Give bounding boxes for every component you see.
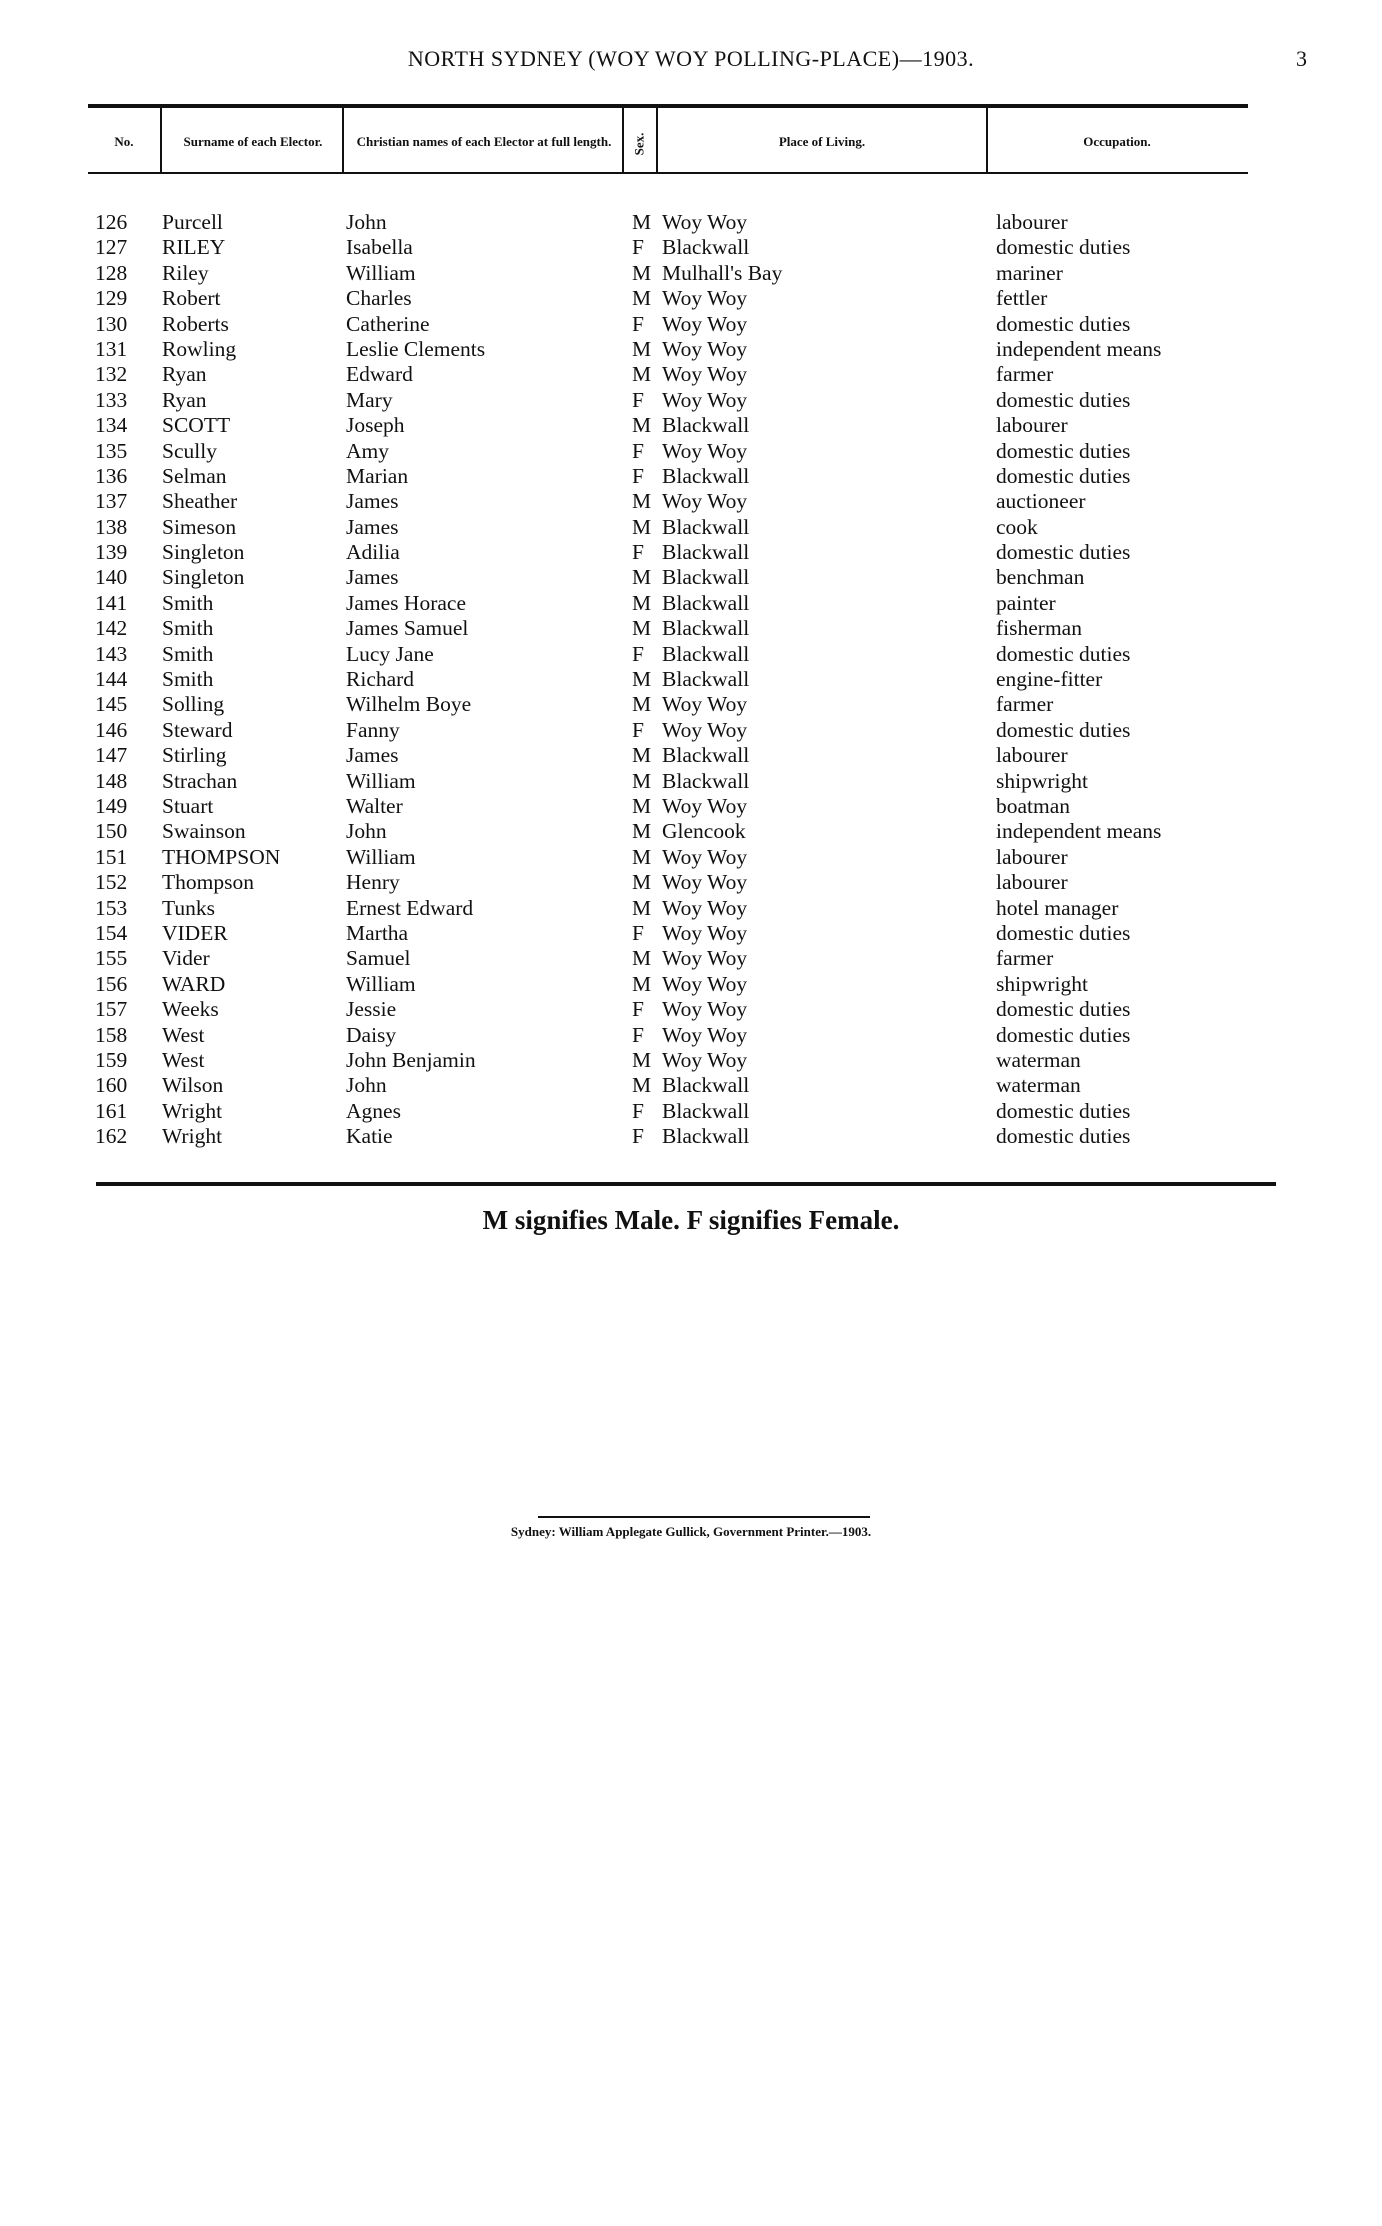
elector-surname: Scully [162, 438, 217, 463]
header-bottom-rule [88, 172, 1248, 174]
elector-surname: Steward [162, 717, 233, 742]
elector-place: Blackwall [662, 641, 750, 666]
elector-surname: Wilson [162, 1073, 224, 1098]
elector-surname: Tunks [162, 895, 215, 920]
elector-surname: Wright [162, 1124, 223, 1149]
elector-sex: M [632, 210, 652, 234]
elector-place: Woy Woy [662, 1047, 748, 1072]
table-row [0, 769, 1382, 794]
elector-no: 153 [95, 895, 128, 920]
elector-christian-names: Martha [346, 920, 409, 945]
elector-no: 156 [95, 971, 128, 996]
elector-surname: Solling [162, 692, 225, 717]
column-header-christian: Christian names of each Elector at full length. [356, 134, 612, 149]
elector-occupation: labourer [996, 210, 1068, 234]
elector-place: Woy Woy [662, 793, 748, 818]
table-row [0, 235, 1382, 260]
elector-surname: Stirling [162, 743, 227, 768]
elector-no: 135 [95, 438, 128, 463]
table-bottom-rule [96, 1182, 1276, 1186]
elector-christian-names: Jessie [346, 997, 397, 1022]
elector-christian-names: William [346, 260, 416, 285]
elector-no: 155 [95, 946, 128, 971]
column-header-sex: Sex. [631, 132, 646, 156]
elector-place: Blackwall [662, 565, 750, 590]
elector-no: 162 [95, 1124, 128, 1149]
elector-sex: F [632, 1022, 644, 1047]
elector-sex: M [632, 336, 652, 361]
elector-no: 154 [95, 920, 128, 945]
elector-sex: M [632, 590, 652, 615]
elector-sex: M [632, 1047, 652, 1072]
elector-occupation: boatman [996, 793, 1071, 818]
elector-sex: M [632, 895, 652, 920]
elector-christian-names: Marian [346, 463, 409, 488]
elector-surname: SCOTT [162, 413, 231, 438]
elector-sex: M [632, 413, 652, 438]
elector-surname: Weeks [162, 997, 219, 1022]
table-row [0, 515, 1382, 540]
elector-sex: M [632, 362, 652, 387]
elector-sex: M [632, 819, 652, 844]
elector-sex: F [632, 997, 644, 1022]
elector-christian-names: Leslie Clements [346, 336, 486, 361]
elector-surname: VIDER [162, 920, 228, 945]
elector-place: Woy Woy [662, 920, 748, 945]
elector-surname: Singleton [162, 540, 245, 565]
elector-sex: M [632, 870, 652, 895]
elector-christian-names: William [346, 768, 416, 793]
elector-no: 143 [95, 641, 128, 666]
elector-christian-names: Isabella [346, 235, 413, 260]
elector-occupation: auctioneer [996, 489, 1086, 514]
elector-sex: M [632, 260, 652, 285]
elector-occupation: domestic duties [996, 997, 1131, 1022]
elector-sex: M [632, 946, 652, 971]
elector-occupation: mariner [996, 260, 1063, 285]
elector-surname: Smith [162, 590, 214, 615]
elector-place: Blackwall [662, 590, 750, 615]
elector-place: Woy Woy [662, 844, 748, 869]
elector-occupation: farmer [996, 946, 1054, 971]
elector-sex: M [632, 286, 652, 311]
elector-christian-names: Walter [346, 793, 403, 818]
printer-rule [538, 1516, 870, 1518]
elector-occupation: domestic duties [996, 387, 1131, 412]
table-row [0, 896, 1382, 921]
elector-occupation: domestic duties [996, 463, 1131, 488]
table-row [0, 946, 1382, 971]
column-header-occupation: Occupation. [1083, 134, 1151, 149]
elector-sex: F [632, 438, 644, 463]
elector-no: 129 [95, 286, 128, 311]
elector-place: Woy Woy [662, 870, 748, 895]
table-row [0, 1048, 1382, 1073]
elector-occupation: shipwright [996, 768, 1088, 793]
elector-surname: Riley [162, 260, 209, 285]
elector-no: 139 [95, 540, 128, 565]
elector-place: Blackwall [662, 463, 750, 488]
elector-sex: F [632, 311, 644, 336]
elector-no: 142 [95, 616, 128, 641]
elector-christian-names: Lucy Jane [346, 641, 434, 666]
elector-place: Blackwall [662, 514, 750, 539]
elector-occupation: domestic duties [996, 1124, 1131, 1149]
elector-sex: M [632, 971, 652, 996]
elector-christian-names: James [346, 514, 399, 539]
elector-occupation: shipwright [996, 971, 1088, 996]
elector-christian-names: Katie [346, 1124, 393, 1149]
elector-christian-names: Ernest Edward [346, 895, 474, 920]
elector-occupation: domestic duties [996, 1022, 1131, 1047]
table-row [0, 921, 1382, 946]
table-row [0, 286, 1382, 311]
elector-sex: F [632, 540, 644, 565]
elector-place: Woy Woy [662, 438, 748, 463]
elector-sex: M [632, 616, 652, 641]
elector-surname: Selman [162, 463, 227, 488]
elector-sex: M [632, 768, 652, 793]
header-divider [160, 108, 162, 172]
table-row [0, 565, 1382, 590]
table-row [0, 210, 1382, 235]
elector-occupation: domestic duties [996, 540, 1131, 565]
elector-sex: F [632, 235, 644, 260]
elector-christian-names: Edward [346, 362, 413, 387]
elector-occupation: labourer [996, 870, 1068, 895]
elector-sex: M [632, 489, 652, 514]
table-row [0, 388, 1382, 413]
column-header-sex-wrap [624, 120, 654, 168]
elector-christian-names: Mary [346, 387, 393, 412]
elector-no: 133 [95, 387, 128, 412]
elector-place: Woy Woy [662, 336, 748, 361]
elector-surname: Rowling [162, 336, 237, 361]
elector-no: 136 [95, 463, 128, 488]
elector-place: Woy Woy [662, 311, 748, 336]
elector-place: Woy Woy [662, 210, 748, 234]
elector-surname: Strachan [162, 768, 238, 793]
elector-occupation: domestic duties [996, 1098, 1131, 1123]
elector-christian-names: Daisy [346, 1022, 397, 1047]
elector-surname: Thompson [162, 870, 254, 895]
elector-no: 127 [95, 235, 128, 260]
table-row [0, 464, 1382, 489]
elector-place: Woy Woy [662, 997, 748, 1022]
elector-sex: F [632, 717, 644, 742]
elector-no: 140 [95, 565, 128, 590]
elector-place: Blackwall [662, 235, 750, 260]
elector-no: 152 [95, 870, 128, 895]
elector-place: Blackwall [662, 768, 750, 793]
elector-no: 158 [95, 1022, 128, 1047]
elector-surname: Stuart [162, 793, 214, 818]
elector-sex: M [632, 793, 652, 818]
elector-no: 145 [95, 692, 128, 717]
elector-surname: Swainson [162, 819, 246, 844]
column-header-surname: Surname of each Elector. [183, 134, 323, 149]
elector-no: 160 [95, 1073, 128, 1098]
elector-occupation: labourer [996, 413, 1068, 438]
elector-sex: F [632, 387, 644, 412]
table-row [0, 616, 1382, 641]
elector-surname: THOMPSON [162, 844, 281, 869]
elector-surname: West [162, 1022, 205, 1047]
elector-no: 126 [95, 210, 128, 234]
elector-sex: F [632, 920, 644, 945]
table-row [0, 413, 1382, 438]
elector-christian-names: James Samuel [346, 616, 469, 641]
elector-occupation: farmer [996, 692, 1054, 717]
elector-occupation: fisherman [996, 616, 1082, 641]
elector-no: 128 [95, 260, 128, 285]
elector-christian-names: Samuel [346, 946, 411, 971]
table-row [0, 845, 1382, 870]
elector-occupation: domestic duties [996, 235, 1131, 260]
column-header-no: No. [114, 134, 134, 149]
elector-sex: F [632, 1124, 644, 1149]
sex-legend: M signifies Male. F signifies Female. [482, 1205, 900, 1235]
elector-occupation: domestic duties [996, 717, 1131, 742]
elector-christian-names: James [346, 565, 399, 590]
elector-occupation: hotel manager [996, 895, 1119, 920]
elector-no: 157 [95, 997, 128, 1022]
table-row [0, 362, 1382, 387]
elector-occupation: benchman [996, 565, 1085, 590]
elector-no: 148 [95, 768, 128, 793]
elector-place: Woy Woy [662, 946, 748, 971]
elector-occupation: independent means [996, 819, 1162, 844]
elector-surname: Ryan [162, 387, 207, 412]
elector-place: Blackwall [662, 616, 750, 641]
elector-christian-names: James [346, 489, 399, 514]
table-row [0, 489, 1382, 514]
column-header-place: Place of Living. [778, 134, 866, 149]
elector-place: Blackwall [662, 1124, 750, 1149]
elector-no: 146 [95, 717, 128, 742]
table-row [0, 1099, 1382, 1124]
table-row [0, 972, 1382, 997]
elector-sex: M [632, 667, 652, 692]
elector-sex: M [632, 514, 652, 539]
elector-no: 138 [95, 514, 128, 539]
elector-occupation: domestic duties [996, 641, 1131, 666]
table-row [0, 540, 1382, 565]
elector-christian-names: Amy [346, 438, 389, 463]
elector-occupation: fettler [996, 286, 1048, 311]
elector-surname: Purcell [162, 210, 223, 234]
elector-place: Woy Woy [662, 895, 748, 920]
elector-surname: WARD [162, 971, 226, 996]
elector-occupation: labourer [996, 844, 1068, 869]
elector-place: Blackwall [662, 1098, 750, 1123]
table-row [0, 261, 1382, 286]
elector-christian-names: John [346, 819, 387, 844]
elector-christian-names: John [346, 1073, 387, 1098]
elector-list [0, 210, 1382, 1149]
elector-surname: Robert [162, 286, 221, 311]
elector-occupation: engine-fitter [996, 667, 1103, 692]
elector-place: Blackwall [662, 1073, 750, 1098]
table-row [0, 1073, 1382, 1098]
elector-christian-names: James [346, 743, 399, 768]
elector-sex: F [632, 641, 644, 666]
elector-no: 159 [95, 1047, 128, 1072]
elector-place: Woy Woy [662, 1022, 748, 1047]
elector-no: 151 [95, 844, 128, 869]
table-row [0, 1023, 1382, 1048]
elector-christian-names: Fanny [346, 717, 400, 742]
table-row [0, 312, 1382, 337]
table-row [0, 794, 1382, 819]
table-row [0, 591, 1382, 616]
elector-christian-names: William [346, 844, 416, 869]
elector-occupation: labourer [996, 743, 1068, 768]
elector-sex: M [632, 1073, 652, 1098]
table-row [0, 718, 1382, 743]
elector-occupation: cook [996, 514, 1038, 539]
page-number: 3 [1296, 46, 1307, 71]
table-row [0, 692, 1382, 717]
elector-no: 131 [95, 336, 128, 361]
elector-christian-names: John [346, 210, 387, 234]
elector-christian-names: Joseph [346, 413, 405, 438]
elector-christian-names: James Horace [346, 590, 466, 615]
table-row [0, 997, 1382, 1022]
elector-sex: M [632, 565, 652, 590]
printer-imprint: Sydney: William Applegate Gullick, Government Printer.—1903. [510, 1524, 872, 1539]
elector-sex: F [632, 463, 644, 488]
elector-place: Woy Woy [662, 286, 748, 311]
elector-place: Blackwall [662, 667, 750, 692]
elector-surname: Smith [162, 616, 214, 641]
table-row [0, 667, 1382, 692]
elector-christian-names: Charles [346, 286, 412, 311]
elector-occupation: farmer [996, 362, 1054, 387]
elector-no: 144 [95, 667, 128, 692]
elector-no: 141 [95, 590, 128, 615]
elector-christian-names: Adilia [346, 540, 400, 565]
elector-sex: F [632, 1098, 644, 1123]
header-divider [986, 108, 988, 172]
elector-sex: M [632, 692, 652, 717]
elector-christian-names: Henry [346, 870, 400, 895]
elector-place: Woy Woy [662, 717, 748, 742]
elector-occupation: painter [996, 590, 1056, 615]
elector-christian-names: Agnes [346, 1098, 401, 1123]
elector-surname: Ryan [162, 362, 207, 387]
table-row [0, 642, 1382, 667]
elector-surname: Wright [162, 1098, 223, 1123]
elector-christian-names: John Benjamin [346, 1047, 476, 1072]
elector-place: Woy Woy [662, 362, 748, 387]
elector-no: 130 [95, 311, 128, 336]
table-row [0, 337, 1382, 362]
elector-place: Blackwall [662, 413, 750, 438]
elector-no: 150 [95, 819, 128, 844]
page-title: NORTH SYDNEY (WOY WOY POLLING-PLACE)—1903. [407, 46, 975, 71]
elector-no: 147 [95, 743, 128, 768]
elector-occupation: domestic duties [996, 920, 1131, 945]
elector-christian-names: Catherine [346, 311, 430, 336]
elector-surname: Singleton [162, 565, 245, 590]
elector-place: Mulhall's Bay [662, 260, 783, 285]
elector-occupation: domestic duties [996, 311, 1131, 336]
elector-christian-names: William [346, 971, 416, 996]
elector-place: Woy Woy [662, 971, 748, 996]
header-divider [656, 108, 658, 172]
elector-surname: Roberts [162, 311, 229, 336]
elector-no: 161 [95, 1098, 128, 1123]
elector-place: Blackwall [662, 540, 750, 565]
elector-surname: Smith [162, 641, 214, 666]
elector-place: Woy Woy [662, 387, 748, 412]
elector-place: Glencook [662, 819, 746, 844]
elector-occupation: waterman [996, 1047, 1081, 1072]
table-row [0, 1124, 1382, 1149]
elector-sex: M [632, 844, 652, 869]
elector-surname: Simeson [162, 514, 237, 539]
table-row [0, 439, 1382, 464]
elector-no: 132 [95, 362, 128, 387]
elector-surname: Smith [162, 667, 214, 692]
elector-surname: Sheather [162, 489, 238, 514]
elector-sex: M [632, 743, 652, 768]
elector-surname: West [162, 1047, 205, 1072]
elector-surname: Vider [162, 946, 210, 971]
header-divider [342, 108, 344, 172]
elector-surname: RILEY [162, 235, 226, 260]
elector-no: 149 [95, 793, 128, 818]
table-row [0, 870, 1382, 895]
elector-occupation: waterman [996, 1073, 1081, 1098]
elector-place: Woy Woy [662, 489, 748, 514]
table-row [0, 743, 1382, 768]
elector-occupation: domestic duties [996, 438, 1131, 463]
table-top-rule [88, 104, 1248, 108]
elector-place: Woy Woy [662, 692, 748, 717]
elector-no: 134 [95, 413, 128, 438]
elector-place: Blackwall [662, 743, 750, 768]
elector-christian-names: Wilhelm Boye [346, 692, 472, 717]
elector-christian-names: Richard [346, 667, 415, 692]
elector-no: 137 [95, 489, 128, 514]
elector-occupation: independent means [996, 336, 1162, 361]
table-row [0, 819, 1382, 844]
